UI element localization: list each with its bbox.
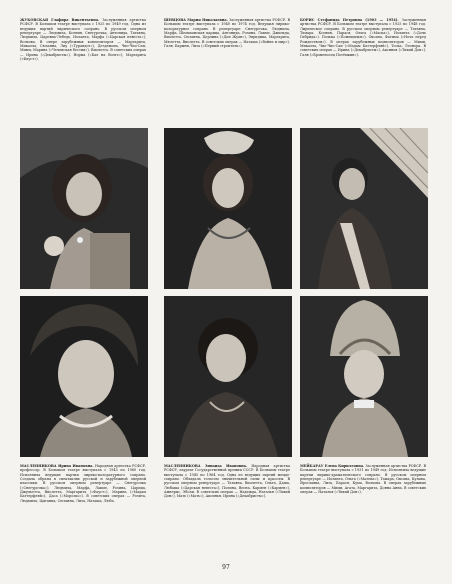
bio-name: БОРИС Стефанида Петровна (1903 — 1954). <box>300 18 399 22</box>
portrait-photo-boris <box>300 128 428 289</box>
bio-column-2 <box>164 18 290 48</box>
bio-name: МАСЛЕННИКОВА Зинаида Ивановна. <box>164 464 248 468</box>
portrait-image <box>300 128 428 289</box>
portrait-image <box>20 128 148 289</box>
page-number: 97 <box>222 564 230 571</box>
portrait-image <box>300 296 428 457</box>
portrait-image <box>164 128 292 289</box>
portrait-photo-meibarau <box>300 296 428 457</box>
portrait-photo-maslennikova-zinaida <box>164 296 292 457</box>
bio-text: Заслуженная артистка РСФСР. В Большом театре выступала с 1925 по 1949 год. Одна из ведущих партий лирического сопрано. В русском оперном репертуаре — Людмила, Ксения, Снегурочка, Антонида, Татьяна, Людмила, Царевна-Лебедь, Иоланта, Марфа (»Царская невеста»), Волхова. В опере зарубежных композиторов — Маргарита, Микаэла, Сюзанна, Лиу (»Турандот»), Дездемона, Чио-Чио-Сан, Мими, Марина (»Чеченская бестия»), Виолетта. В советских операх — Ирина (»Декабристы»), Норма (»Бал на Волге»), Маргарита (»Фауст»). <box>20 18 147 62</box>
bio-text: Заслуженная артистка РСФСР. В Большом театре выступала с 1940 по 1974 год. Ведущая лирико-колоратурное сопрано. В репертуаре: Снегурочка, Людмила, Марфа, Шемаханская царица, Антонида, Розина, Лакме, Джильда, Виолетта, Сюзанна, Церлина (»Дон Жуан»), Эвридика, Маргарита, Мюзетта, Виолетта. В советских операх — Наташа (»Война и мир»), Галя, Барыня, Лиза (»Первый строитель»). <box>164 18 290 49</box>
portrait-image <box>20 296 148 457</box>
bio-column-1 <box>20 18 146 61</box>
portrait-photo-shevtsova <box>164 128 292 289</box>
bio-column-5 <box>164 464 290 499</box>
bio-name: ЖУКОВСКАЯ Глафира Викентьевна. <box>20 18 100 22</box>
portrait-photo-zhukovskaya <box>20 128 148 289</box>
portrait-image <box>164 296 292 457</box>
bio-column-3 <box>300 18 426 57</box>
bio-name: МЕЙБАРАУ Елена Кирилловна. <box>300 464 365 468</box>
portrait-photo-maslennikova-irina <box>20 296 148 457</box>
bio-column-4 <box>20 464 146 503</box>
bio-text: Заслуженная артистка РСФСР. В Большом театре выступала с 1925 по 1948 год. Лирическое сопрано. В русском оперном репертуаре — Татьяна, Тамара, Ксения, Парася, Ольга (»Маска»), Иоланта (»Дочь Гибрида»). Полька (»Помещичья»), Оксана, Фатима (»Ночь перед Рождеством»). В операх зарубежных композиторов — Мими, Микаэла, Чио-Чио-Сан (»Мадам Баттерфляй»), Тоска, Леонора. В советских операх — Ирина (»Декабристы»), Аксинья (»Тихий Дон»), Галя (»Броненосец Потёмкин»). <box>300 18 426 57</box>
bio-name: МАСЛЕННИКОВА Ирина Ивановна. <box>20 464 94 468</box>
bio-text: Заслуженная артистка РСФСР. В Большом театре выступала с 1931 по 1949 год. Исполнила ведущие партии лирико-драматического сопрано. В русском оперном репертуаре — Иоланта, Ольга (»Мазепа»), Тамара, Оксана, Купава, Ярославна, Лиза, Парася, Кума, Волхова. В операх зарубежных композиторов — Мими, Агата, Маргарита, Донна Анна. В советских операх — Наталья (»Тихий Дон»). <box>300 464 426 495</box>
bio-text: Народная артистка РСФСР, лауреат Государственной премии СССР. В Большом театре выступала с 1945 по 1964 год. Одна из ведущих партий меццо-сопрано. Обладала голосом значительной силы и красоты. В русском оперном репертуаре — Татьяна, Виолетта, Ольга, Даша, Любаша (»Царская невеста»), Полина, Весна, Кармен (»Кармен»), Амнерис, Эболи. В советских операх — Надежда, Наталья (»Тихий Дон»), Мать (»Мать»), Аксинья, Ирина (»Декабристы»). <box>164 464 291 499</box>
bio-text: Народная артистка РСФСР, профессор. В Большом театре выступала с 1943 по 1960 год. Исполнила ведущие партии лирико-колоратурного сопрано. Создала образы в спектаклях русской и зарубежной оперной классики. В русском оперном репертуаре — Снегурочка (»Снегурочка»), Людмила, Марфа, Лакме, Розина, Царица, Джульетта, Виолетта, Маргарита (»Фауст»), Марина (»Мадам Баттерфляй»), Даса (»Морозко»). В советских операх — Розита, Людмила, Цыганка, Сюзанна, Лиза, Наташа, Люба. <box>20 464 146 503</box>
bio-column-6 <box>300 464 426 494</box>
bio-name: ШЕВЦОВА Мария Николаевна. <box>164 18 228 22</box>
